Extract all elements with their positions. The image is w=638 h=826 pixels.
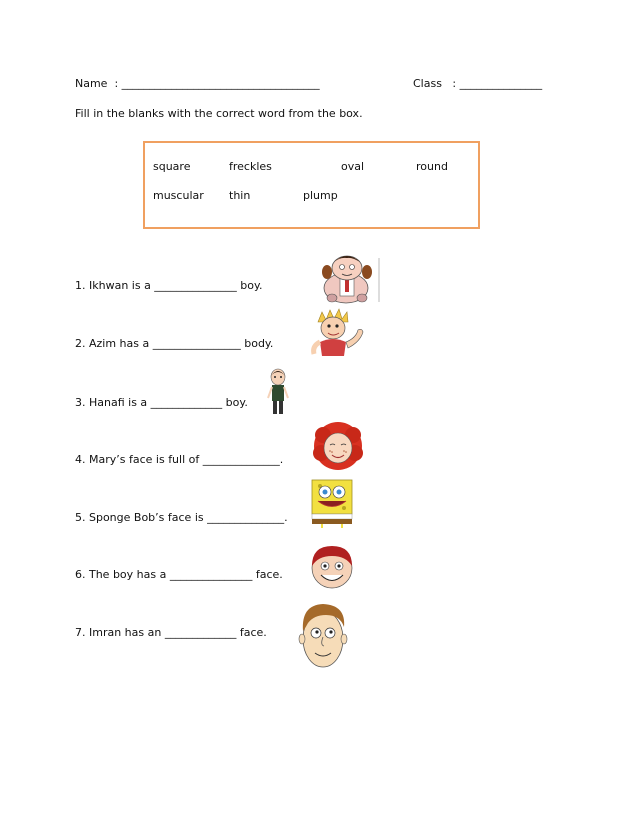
word-option: freckles — [229, 160, 272, 173]
thin-boy-illustration — [264, 368, 292, 418]
word-option: thin — [229, 189, 251, 202]
word-option: oval — [341, 160, 365, 173]
word-option: round — [416, 160, 448, 173]
question-6[interactable]: 6. The boy has a _______________ face. — [75, 568, 283, 581]
word-option: muscular — [153, 189, 204, 202]
word-option: square — [153, 160, 191, 173]
word-box — [143, 141, 480, 229]
square-face-sponge-illustration — [306, 478, 358, 528]
class-field[interactable]: Class : _______________ — [413, 77, 543, 90]
muscular-boy-illustration — [308, 308, 368, 358]
question-5[interactable]: 5. Sponge Bob’s face is ______________. — [75, 511, 288, 524]
instruction-text: Fill in the blanks with the correct word from the box. — [75, 107, 363, 120]
oval-face-man-illustration — [296, 601, 350, 671]
question-2[interactable]: 2. Azim has a ________________ body. — [75, 337, 274, 350]
freckled-girl-illustration — [313, 421, 363, 471]
round-face-boy-illustration — [304, 544, 360, 590]
question-3[interactable]: 3. Hanafi is a _____________ boy. — [75, 396, 248, 409]
question-1[interactable]: 1. Ikhwan is a _______________ boy. — [75, 279, 263, 292]
question-7[interactable]: 7. Imran has an _____________ face. — [75, 626, 267, 639]
plump-boy-illustration — [312, 252, 384, 304]
word-option: plump — [303, 189, 338, 202]
question-4[interactable]: 4. Mary’s face is full of ______________. — [75, 453, 284, 466]
name-field[interactable]: Name : ____________________________________ — [75, 77, 320, 90]
